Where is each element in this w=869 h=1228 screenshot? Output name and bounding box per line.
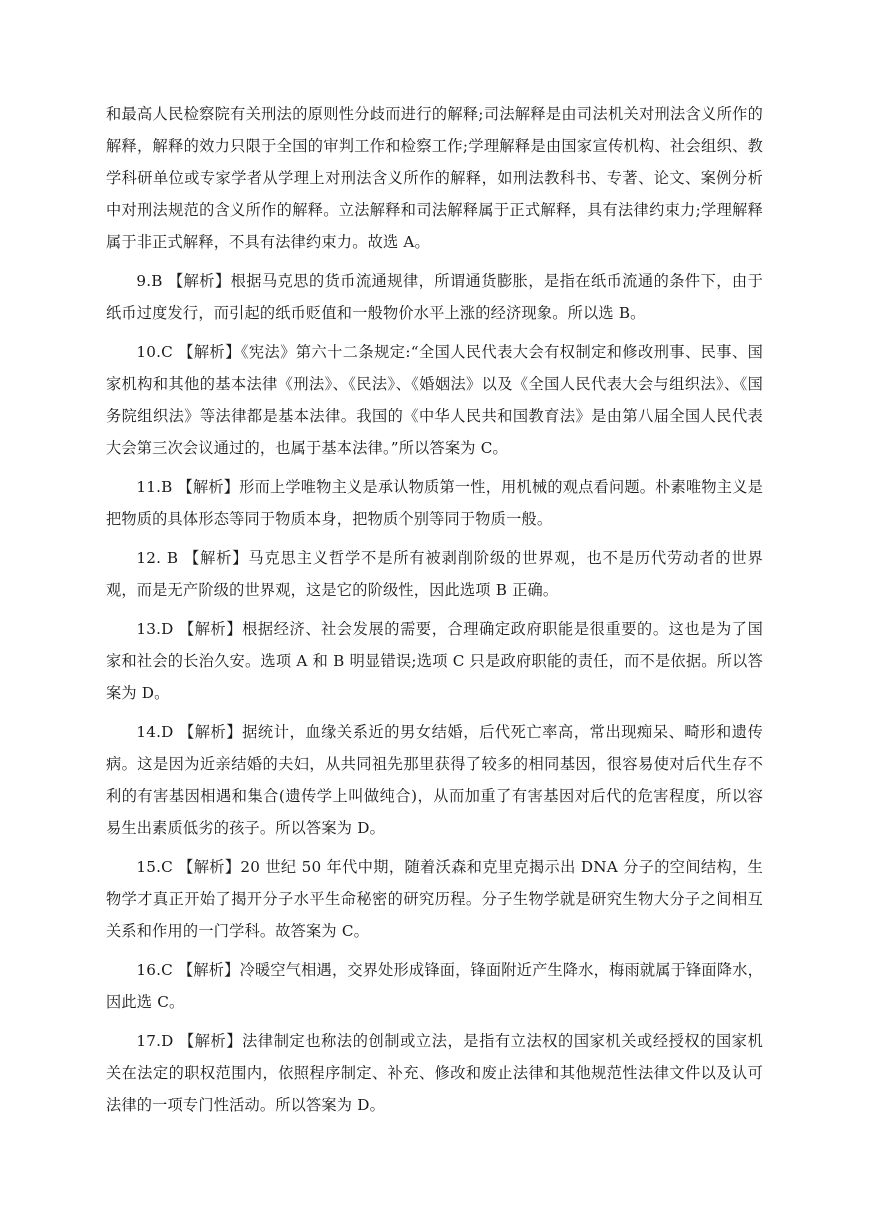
paragraph-answer-11: 11.B 【解析】形而上学唯物主义是承认物质第一性，用机械的观点看问题。朴素唯物主义是把物质的具体形态等同于物质本身，把物质个别等同于物质一般。 <box>106 478 763 528</box>
paragraph-answer-16: 16.C 【解析】冷暖空气相遇，交界处形成锋面，锋面附近产生降水，梅雨就属于锋面降水，因此选 C。 <box>106 961 763 1011</box>
paragraph-answer-10: 10.C 【解析】《宪法》第六十二条规定:“全国人民代表大会有权制定和修改刑事、民事、国家机构和其他的基本法律《刑法》、《民法》、《婚姻法》以及《全国人民代表大会与组织法》、《国务院组织法》等法律都是基本法律。我国的《中华人民共和国教育法》是由第八届全国人民代表大会第三次会议通过的，也属于基本法律。”所以答案为 C。 <box>106 343 763 457</box>
paragraph-answer-13: 13.D 【解析】根据经济、社会发展的需要，合理确定政府职能是很重要的。这也是为了国家和社会的长治久安。选项 A 和 B 明显错误;选项 C 只是政府职能的责任，而不是依据。所以答案为 D。 <box>106 620 763 702</box>
paragraph-continuation: 和最高人民检察院有关刑法的原则性分歧而进行的解释;司法解释是由司法机关对刑法含义所作的解释，解释的效力只限于全国的审判工作和检察工作;学理解释是由国家宣传机构、社会组织、教学科研单位或专家学者从学理上对刑法含义所作的解释，如刑法教科书、专著、论文、案例分析中对刑法规范的含义所作的解释。立法解释和司法解释属于正式解释，具有法律约束力;学理解释属于非正式解释，不具有法律约束力。故选 A。 <box>106 105 763 251</box>
paragraph-answer-12: 12. B 【解析】马克思主义哲学不是所有被剥削阶级的世界观，也不是历代劳动者的世界观，而是无产阶级的世界观，这是它的阶级性，因此选项 B 正确。 <box>106 549 763 599</box>
paragraph-answer-9: 9.B 【解析】根据马克思的货币流通规律，所谓通货膨胀，是指在纸币流通的条件下，由于纸币过度发行，而引起的纸币贬值和一般物价水平上涨的经济现象。所以选 B。 <box>106 272 763 322</box>
paragraph-answer-15: 15.C 【解析】20 世纪 50 年代中期，随着沃森和克里克揭示出 DNA 分子的空间结构，生物学才真正开始了揭开分子水平生命秘密的研究历程。分子生物学就是研究生物大分子之间相互关系和作用的一门学科。故答案为 C。 <box>106 858 763 940</box>
paragraph-answer-17: 17.D 【解析】法律制定也称法的创制或立法，是指有立法权的国家机关或经授权的国家机关在法定的职权范围内，依照程序制定、补充、修改和废止法律和其他规范性法律文件以及认可法律的一项专门性活动。所以答案为 D。 <box>106 1032 763 1114</box>
paragraph-answer-14: 14.D 【解析】据统计，血缘关系近的男女结婚，后代死亡率高，常出现痴呆、畸形和遗传病。这是因为近亲结婚的夫妇，从共同祖先那里获得了较多的相同基因，很容易使对后代生存不利的有害基因相遇和集合(遗传学上叫做纯合)，从而加重了有害基因对后代的危害程度，所以容易生出素质低劣的孩子。所以答案为 D。 <box>106 723 763 837</box>
